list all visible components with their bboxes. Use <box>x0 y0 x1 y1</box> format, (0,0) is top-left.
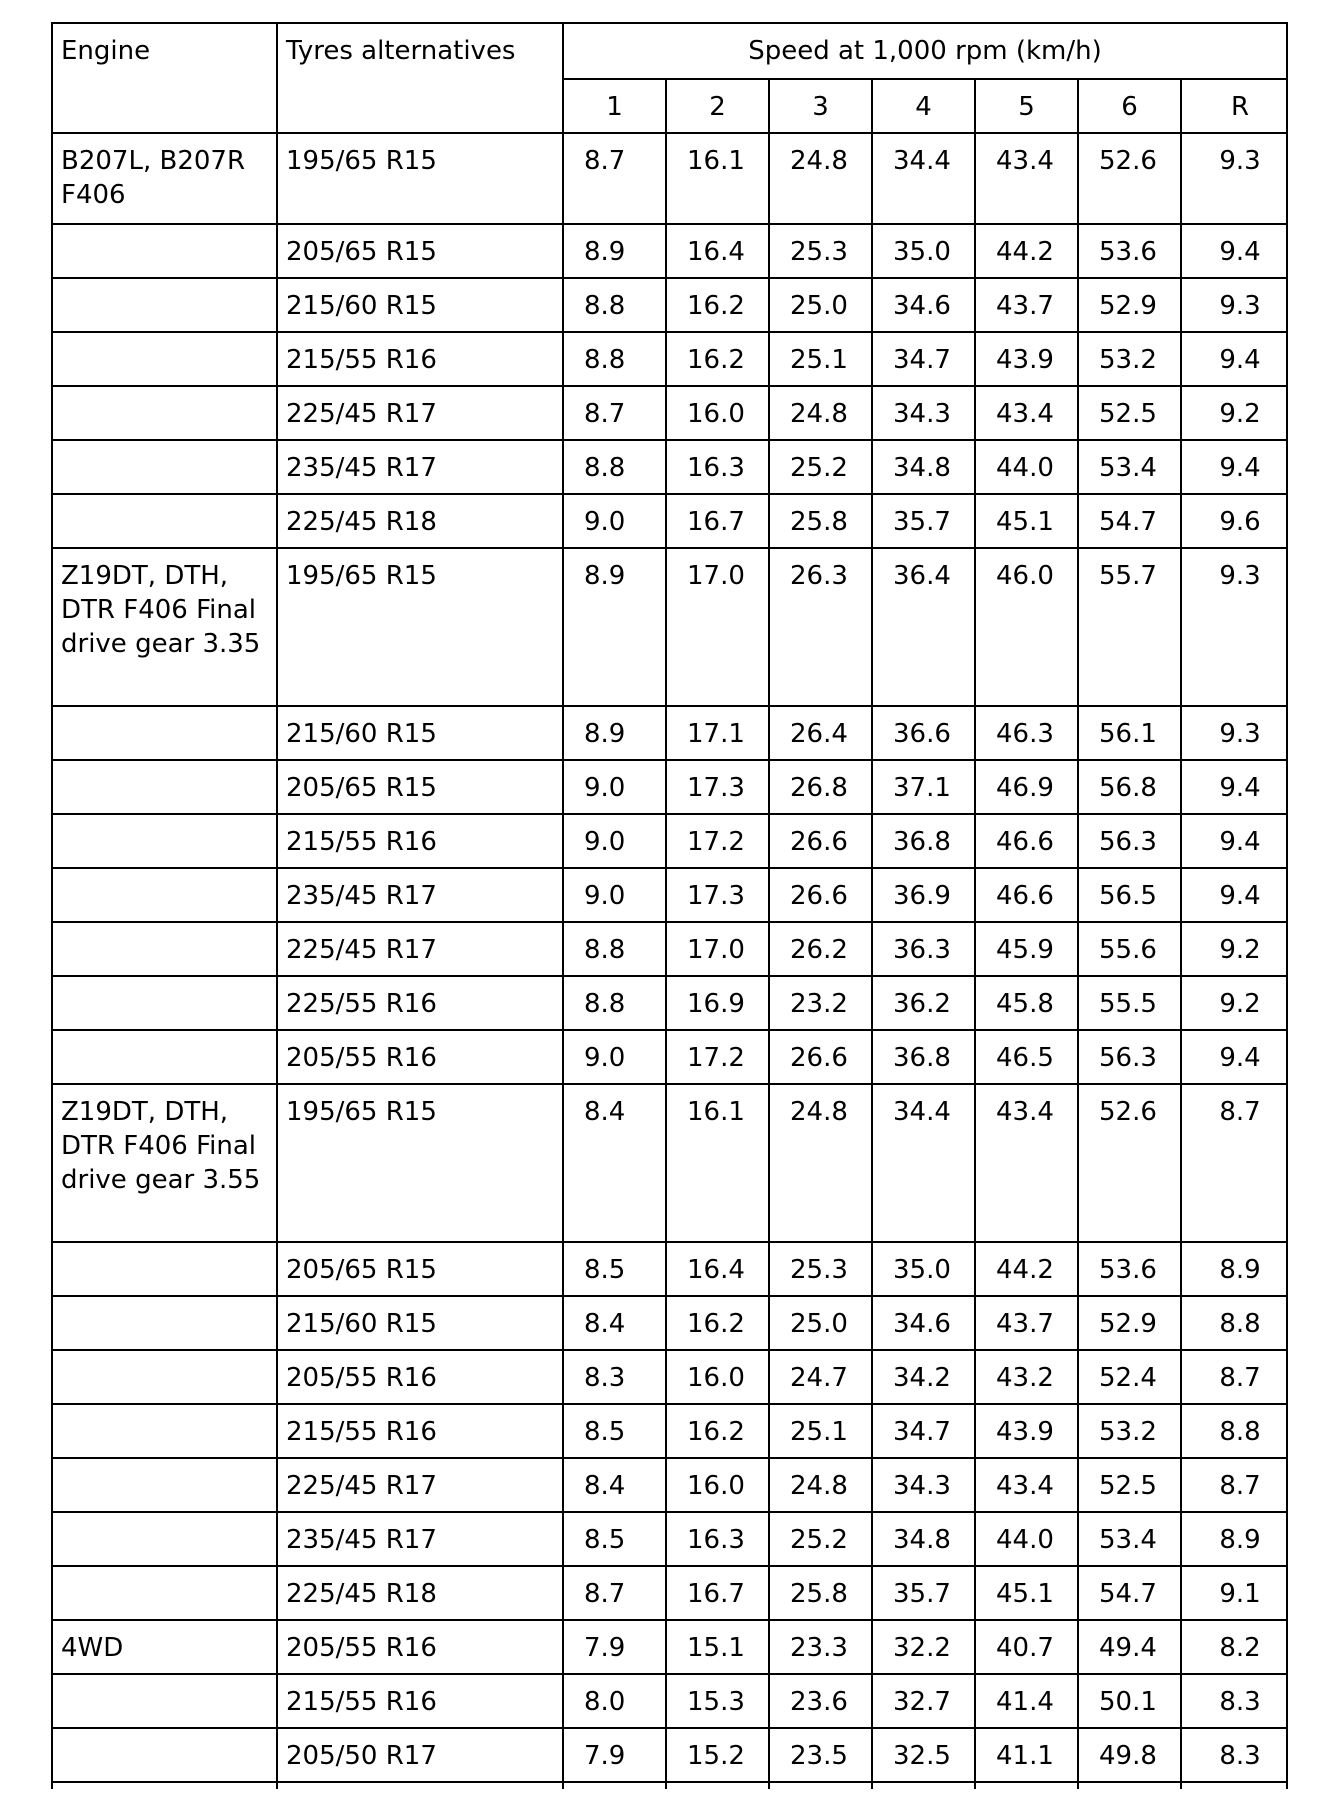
speed-cell: 17.3 <box>666 868 769 922</box>
speed-cell: 32.2 <box>872 1620 975 1674</box>
speed-cell: 16.7 <box>666 494 769 548</box>
speed-cell: 34.8 <box>872 1512 975 1566</box>
engine-cell <box>52 1566 277 1620</box>
speed-cell: 35.7 <box>872 1566 975 1620</box>
speed-cell: 8.8 <box>563 440 666 494</box>
gear-header: R <box>1181 79 1287 133</box>
speed-cell: 35.7 <box>872 494 975 548</box>
speed-table <box>51 22 1288 1789</box>
speed-cell: 46.5 <box>975 1030 1078 1084</box>
speed-cell: 56.3 <box>1078 814 1181 868</box>
speed-cell: 8.8 <box>1181 1296 1287 1350</box>
speed-cell: 25.3 <box>769 1242 872 1296</box>
tyre-cell: 195/65 R15 <box>277 1084 563 1242</box>
table-row <box>52 332 1287 386</box>
speed-cell: 46.3 <box>975 706 1078 760</box>
speed-cell: 16.0 <box>666 1458 769 1512</box>
speed-cell: 36.4 <box>872 548 975 706</box>
speed-cell: 24.8 <box>769 133 872 224</box>
speed-cell: 36.8 <box>872 814 975 868</box>
engine-cell <box>52 1030 277 1084</box>
tyre-cell: 235/45 R17 <box>277 1512 563 1566</box>
speed-cell: 45.1 <box>975 1566 1078 1620</box>
speed-cell: 16.2 <box>666 1404 769 1458</box>
table-body <box>52 133 1287 1789</box>
speed-cell: 56.5 <box>1078 868 1181 922</box>
speed-cell: 53.6 <box>1078 224 1181 278</box>
tyre-cell: 195/65 R15 <box>277 548 563 706</box>
speed-cell: 56.3 <box>1078 1030 1181 1084</box>
table-row-cut <box>52 1782 1287 1789</box>
speed-cell: 23.5 <box>769 1728 872 1782</box>
speed-cell: 46.6 <box>975 814 1078 868</box>
speed-cell: 8.3 <box>1181 1728 1287 1782</box>
speed-cell: 35.0 <box>872 1242 975 1296</box>
table-row <box>52 386 1287 440</box>
gear-header: 5 <box>975 79 1078 133</box>
speed-cell: 25.8 <box>769 494 872 548</box>
speed-cell: 9.4 <box>1181 440 1287 494</box>
speed-cell: 16.0 <box>666 1350 769 1404</box>
speed-cell: 8.9 <box>563 548 666 706</box>
engine-cell <box>52 278 277 332</box>
speed-cell: 34.4 <box>872 1084 975 1242</box>
tyre-cell: 205/65 R15 <box>277 1242 563 1296</box>
table-row <box>52 760 1287 814</box>
speed-cell: 9.0 <box>563 1030 666 1084</box>
speed-cell: 23.2 <box>769 976 872 1030</box>
speed-cell: 25.8 <box>769 1566 872 1620</box>
table-row <box>52 1350 1287 1404</box>
speed-cell: 44.0 <box>975 440 1078 494</box>
table-row <box>52 494 1287 548</box>
speed-cell: 8.8 <box>563 922 666 976</box>
speed-cell: 9.4 <box>1181 332 1287 386</box>
engine-cell <box>52 706 277 760</box>
tyre-cell: 225/45 R17 <box>277 1458 563 1512</box>
header-row <box>52 23 1287 79</box>
engine-cell <box>52 494 277 548</box>
speed-cell: 25.1 <box>769 332 872 386</box>
gear-header: 4 <box>872 79 975 133</box>
speed-cell: 34.3 <box>872 386 975 440</box>
speed-cell: 55.5 <box>1078 976 1181 1030</box>
speed-cell: 8.0 <box>563 1674 666 1728</box>
engine-cell: Z19DT, DTH, DTR F406 Final drive gear 3.35 <box>52 548 277 706</box>
speed-cell: 41.1 <box>975 1728 1078 1782</box>
tyre-cell: 195/65 R15 <box>277 133 563 224</box>
empty-cell <box>52 1782 277 1789</box>
gear-header: 2 <box>666 79 769 133</box>
speed-cell: 16.1 <box>666 1084 769 1242</box>
engine-cell <box>52 440 277 494</box>
tyre-cell: 215/55 R16 <box>277 332 563 386</box>
engine-cell: Z19DT, DTH, DTR F406 Final drive gear 3.55 <box>52 1084 277 1242</box>
speed-cell: 46.0 <box>975 548 1078 706</box>
engine-cell <box>52 386 277 440</box>
speed-cell: 34.2 <box>872 1350 975 1404</box>
speed-cell: 17.0 <box>666 922 769 976</box>
speed-cell: 43.9 <box>975 332 1078 386</box>
tyre-cell: 205/55 R16 <box>277 1350 563 1404</box>
table-row <box>52 224 1287 278</box>
speed-cell: 45.8 <box>975 976 1078 1030</box>
speed-cell: 9.4 <box>1181 814 1287 868</box>
speed-cell: 9.2 <box>1181 922 1287 976</box>
speed-cell: 8.8 <box>1181 1404 1287 1458</box>
speed-cell: 8.4 <box>563 1296 666 1350</box>
speed-cell: 34.7 <box>872 332 975 386</box>
gear-header: 3 <box>769 79 872 133</box>
tyre-cell: 215/55 R16 <box>277 814 563 868</box>
tyre-cell: 235/45 R17 <box>277 868 563 922</box>
table-row <box>52 976 1287 1030</box>
engine-cell <box>52 1512 277 1566</box>
table-row <box>52 1404 1287 1458</box>
speed-cell: 24.8 <box>769 386 872 440</box>
speed-cell: 17.1 <box>666 706 769 760</box>
speed-cell: 8.8 <box>563 332 666 386</box>
speed-cell: 9.2 <box>1181 386 1287 440</box>
speed-cell: 26.3 <box>769 548 872 706</box>
speed-cell: 43.4 <box>975 133 1078 224</box>
speed-cell: 52.5 <box>1078 386 1181 440</box>
speed-cell: 17.2 <box>666 1030 769 1084</box>
table-row <box>52 1242 1287 1296</box>
speed-cell: 8.9 <box>1181 1512 1287 1566</box>
speed-cell: 43.4 <box>975 1458 1078 1512</box>
speed-cell: 8.7 <box>1181 1458 1287 1512</box>
engine-cell <box>52 922 277 976</box>
table-row <box>52 1296 1287 1350</box>
table-row <box>52 814 1287 868</box>
speed-cell: 8.9 <box>563 224 666 278</box>
speed-cell: 56.8 <box>1078 760 1181 814</box>
speed-cell: 9.3 <box>1181 706 1287 760</box>
speed-cell: 9.0 <box>563 868 666 922</box>
speed-cell: 24.7 <box>769 1350 872 1404</box>
speed-cell: 52.6 <box>1078 133 1181 224</box>
speed-cell: 54.7 <box>1078 1566 1181 1620</box>
speed-cell: 46.6 <box>975 868 1078 922</box>
speed-cell: 34.8 <box>872 440 975 494</box>
speed-cell: 43.2 <box>975 1350 1078 1404</box>
gear-header: 1 <box>563 79 666 133</box>
table-row <box>52 1084 1287 1242</box>
speed-cell: 34.6 <box>872 1296 975 1350</box>
tyre-cell: 205/65 R15 <box>277 224 563 278</box>
empty-cell <box>563 1782 666 1789</box>
speed-cell: 26.8 <box>769 760 872 814</box>
engine-cell <box>52 1458 277 1512</box>
speed-cell: 8.2 <box>1181 1620 1287 1674</box>
tyre-cell: 205/65 R15 <box>277 760 563 814</box>
speed-cell: 34.4 <box>872 133 975 224</box>
speed-cell: 16.2 <box>666 332 769 386</box>
speed-cell: 9.4 <box>1181 868 1287 922</box>
speed-cell: 37.1 <box>872 760 975 814</box>
engine-cell: B207L, B207R F406 <box>52 133 277 224</box>
speed-cell: 9.0 <box>563 494 666 548</box>
speed-cell: 49.4 <box>1078 1620 1181 1674</box>
empty-cell <box>872 1782 975 1789</box>
speed-cell: 8.7 <box>563 1566 666 1620</box>
speed-cell: 53.4 <box>1078 440 1181 494</box>
speed-cell: 55.6 <box>1078 922 1181 976</box>
tyre-cell: 225/45 R17 <box>277 922 563 976</box>
speed-cell: 15.2 <box>666 1728 769 1782</box>
speed-cell: 36.9 <box>872 868 975 922</box>
speed-cell: 26.2 <box>769 922 872 976</box>
empty-cell <box>277 1782 563 1789</box>
tyre-cell: 205/50 R17 <box>277 1728 563 1782</box>
speed-cell: 16.4 <box>666 1242 769 1296</box>
engine-cell <box>52 1674 277 1728</box>
speed-cell: 9.4 <box>1181 1030 1287 1084</box>
speed-cell: 52.9 <box>1078 278 1181 332</box>
table-row <box>52 1674 1287 1728</box>
speed-cell: 26.4 <box>769 706 872 760</box>
engine-cell <box>52 224 277 278</box>
engine-cell <box>52 1242 277 1296</box>
speed-cell: 56.1 <box>1078 706 1181 760</box>
speed-cell: 34.6 <box>872 278 975 332</box>
speed-cell: 43.7 <box>975 278 1078 332</box>
tyre-cell: 215/60 R15 <box>277 278 563 332</box>
speed-cell: 9.0 <box>563 814 666 868</box>
speed-cell: 9.2 <box>1181 976 1287 1030</box>
speed-cell: 50.1 <box>1078 1674 1181 1728</box>
speed-cell: 43.4 <box>975 1084 1078 1242</box>
speed-cell: 32.7 <box>872 1674 975 1728</box>
speed-cell: 53.2 <box>1078 1404 1181 1458</box>
table-row <box>52 868 1287 922</box>
speed-cell: 46.9 <box>975 760 1078 814</box>
speed-cell: 9.3 <box>1181 133 1287 224</box>
speed-cell: 45.9 <box>975 922 1078 976</box>
speed-cell: 32.5 <box>872 1728 975 1782</box>
tyre-cell: 235/45 R17 <box>277 440 563 494</box>
speed-cell: 25.2 <box>769 1512 872 1566</box>
speed-cell: 8.5 <box>563 1404 666 1458</box>
speed-cell: 25.2 <box>769 440 872 494</box>
empty-cell <box>666 1782 769 1789</box>
empty-cell <box>1078 1782 1181 1789</box>
speed-cell: 25.1 <box>769 1404 872 1458</box>
tyre-cell: 225/55 R16 <box>277 976 563 1030</box>
speed-cell: 16.1 <box>666 133 769 224</box>
tyres-header: Tyres alternatives <box>277 23 563 133</box>
speed-cell: 16.2 <box>666 1296 769 1350</box>
speed-cell: 8.7 <box>563 386 666 440</box>
tyre-cell: 225/45 R18 <box>277 494 563 548</box>
table-row <box>52 440 1287 494</box>
engine-cell <box>52 1728 277 1782</box>
tyre-cell: 225/45 R18 <box>277 1566 563 1620</box>
speed-cell: 8.4 <box>563 1458 666 1512</box>
engine-cell: 4WD <box>52 1620 277 1674</box>
speed-cell: 8.7 <box>1181 1350 1287 1404</box>
speed-cell: 8.9 <box>563 706 666 760</box>
table-row <box>52 548 1287 706</box>
engine-cell <box>52 760 277 814</box>
speed-cell: 24.8 <box>769 1084 872 1242</box>
table-row <box>52 1728 1287 1782</box>
table-row <box>52 1458 1287 1512</box>
engine-cell <box>52 1350 277 1404</box>
empty-cell <box>769 1782 872 1789</box>
speed-cell: 36.2 <box>872 976 975 1030</box>
speed-cell: 16.9 <box>666 976 769 1030</box>
speed-cell: 52.9 <box>1078 1296 1181 1350</box>
speed-cell: 17.2 <box>666 814 769 868</box>
tyre-cell: 205/55 R16 <box>277 1620 563 1674</box>
speed-cell: 49.8 <box>1078 1728 1181 1782</box>
speed-cell: 36.8 <box>872 1030 975 1084</box>
speed-cell: 17.0 <box>666 548 769 706</box>
empty-cell <box>975 1782 1078 1789</box>
speed-cell: 16.0 <box>666 386 769 440</box>
speed-cell: 8.5 <box>563 1242 666 1296</box>
speed-cell: 9.3 <box>1181 278 1287 332</box>
speed-cell: 9.1 <box>1181 1566 1287 1620</box>
speed-cell: 43.7 <box>975 1296 1078 1350</box>
speed-cell: 23.6 <box>769 1674 872 1728</box>
speed-cell: 9.0 <box>563 760 666 814</box>
table-row <box>52 922 1287 976</box>
engine-header: Engine <box>52 23 277 133</box>
table-row <box>52 706 1287 760</box>
engine-cell <box>52 332 277 386</box>
speed-cell: 9.4 <box>1181 224 1287 278</box>
speed-cell: 8.8 <box>563 278 666 332</box>
speed-cell: 8.5 <box>563 1512 666 1566</box>
tyre-cell: 215/60 R15 <box>277 706 563 760</box>
speed-cell: 45.1 <box>975 494 1078 548</box>
engine-cell <box>52 814 277 868</box>
speed-cell: 9.6 <box>1181 494 1287 548</box>
speed-cell: 16.7 <box>666 1566 769 1620</box>
speed-cell: 15.1 <box>666 1620 769 1674</box>
engine-cell <box>52 868 277 922</box>
speed-cell: 44.0 <box>975 1512 1078 1566</box>
speed-cell: 35.0 <box>872 224 975 278</box>
speed-cell: 52.4 <box>1078 1350 1181 1404</box>
table-row <box>52 1620 1287 1674</box>
table-row <box>52 1512 1287 1566</box>
speed-cell: 15.3 <box>666 1674 769 1728</box>
speed-cell: 52.6 <box>1078 1084 1181 1242</box>
speed-cell: 40.7 <box>975 1620 1078 1674</box>
table-row <box>52 1566 1287 1620</box>
speed-cell: 52.5 <box>1078 1458 1181 1512</box>
speed-cell: 43.9 <box>975 1404 1078 1458</box>
table-row <box>52 133 1287 224</box>
gear-header: 6 <box>1078 79 1181 133</box>
empty-cell <box>1181 1782 1287 1789</box>
speed-cell: 9.4 <box>1181 760 1287 814</box>
speed-cell: 44.2 <box>975 1242 1078 1296</box>
speed-cell: 36.3 <box>872 922 975 976</box>
table-row <box>52 1030 1287 1084</box>
speed-cell: 54.7 <box>1078 494 1181 548</box>
speed-cell: 16.2 <box>666 278 769 332</box>
engine-cell <box>52 1296 277 1350</box>
tyre-cell: 225/45 R17 <box>277 386 563 440</box>
engine-cell <box>52 976 277 1030</box>
speed-cell: 7.9 <box>563 1728 666 1782</box>
speed-cell: 9.3 <box>1181 548 1287 706</box>
table-row <box>52 278 1287 332</box>
speed-cell: 7.9 <box>563 1620 666 1674</box>
speed-cell: 41.4 <box>975 1674 1078 1728</box>
speed-cell: 8.4 <box>563 1084 666 1242</box>
speed-cell: 43.4 <box>975 386 1078 440</box>
tyre-cell: 205/55 R16 <box>277 1030 563 1084</box>
speed-cell: 25.0 <box>769 1296 872 1350</box>
speed-cell: 53.6 <box>1078 1242 1181 1296</box>
speed-cell: 16.3 <box>666 440 769 494</box>
speed-cell: 24.8 <box>769 1458 872 1512</box>
speed-cell: 26.6 <box>769 1030 872 1084</box>
speed-cell: 26.6 <box>769 814 872 868</box>
speed-cell: 8.7 <box>563 133 666 224</box>
speed-cell: 26.6 <box>769 868 872 922</box>
engine-cell <box>52 1404 277 1458</box>
speed-cell: 53.4 <box>1078 1512 1181 1566</box>
speed-cell: 23.3 <box>769 1620 872 1674</box>
tyre-cell: 215/55 R16 <box>277 1404 563 1458</box>
speed-cell: 8.3 <box>1181 1674 1287 1728</box>
speed-cell: 8.9 <box>1181 1242 1287 1296</box>
speed-cell: 16.3 <box>666 1512 769 1566</box>
speed-cell: 8.7 <box>1181 1084 1287 1242</box>
speed-cell: 34.3 <box>872 1458 975 1512</box>
tyre-cell: 215/60 R15 <box>277 1296 563 1350</box>
tyre-cell: 215/55 R16 <box>277 1674 563 1728</box>
speed-cell: 8.8 <box>563 976 666 1030</box>
speed-header: Speed at 1,000 rpm (km/h) <box>563 23 1287 79</box>
speed-cell: 16.4 <box>666 224 769 278</box>
speed-cell: 53.2 <box>1078 332 1181 386</box>
speed-cell: 44.2 <box>975 224 1078 278</box>
speed-cell: 36.6 <box>872 706 975 760</box>
speed-cell: 25.0 <box>769 278 872 332</box>
speed-cell: 8.3 <box>563 1350 666 1404</box>
speed-cell: 25.3 <box>769 224 872 278</box>
speed-cell: 55.7 <box>1078 548 1181 706</box>
speed-cell: 17.3 <box>666 760 769 814</box>
speed-cell: 34.7 <box>872 1404 975 1458</box>
